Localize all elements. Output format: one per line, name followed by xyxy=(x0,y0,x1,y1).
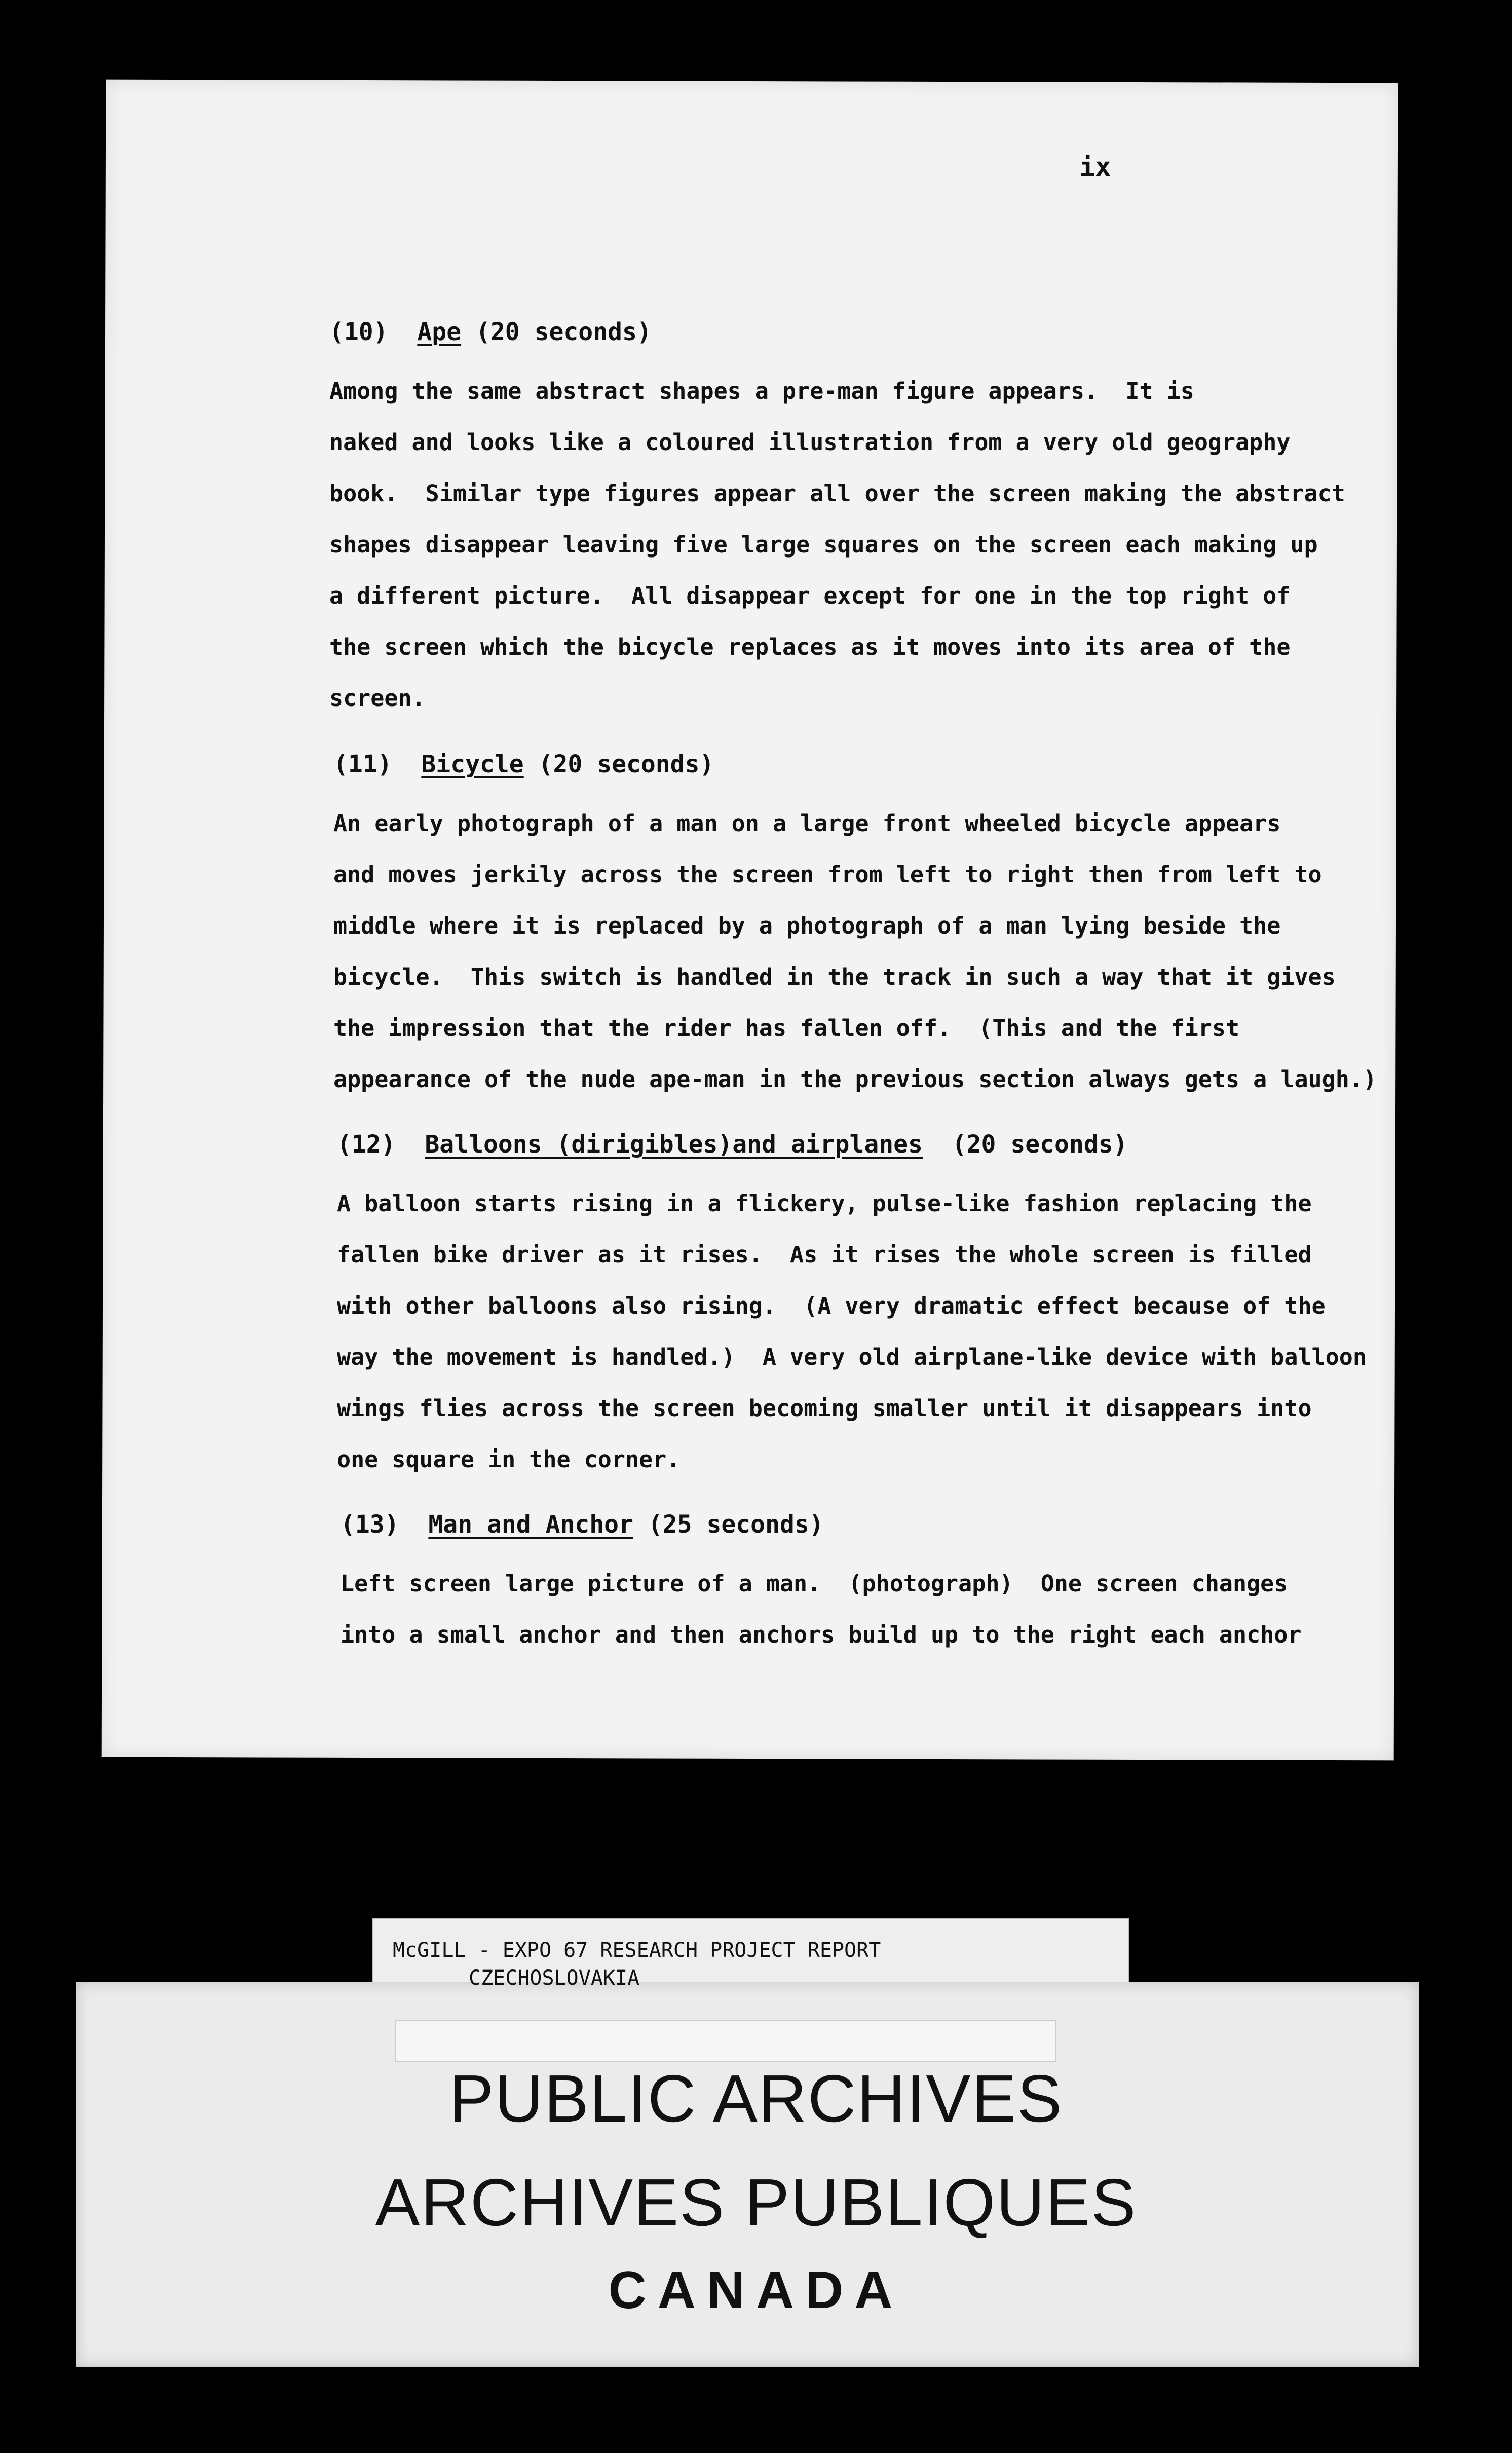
label-pocket xyxy=(395,2020,1056,2062)
section-duration: (25 seconds) xyxy=(648,1510,824,1539)
text-line: screen. xyxy=(329,685,426,712)
label-report-title: McGILL - EXPO 67 RESEARCH PROJECT REPORT xyxy=(393,1939,881,1962)
section-heading xyxy=(329,317,1383,347)
section-heading xyxy=(333,749,1387,779)
section-balloons xyxy=(337,1129,1391,1485)
text-line: Left screen large picture of a man. (photograph) One screen changes xyxy=(341,1570,1288,1597)
section-title: Bicycle xyxy=(421,750,524,778)
section-duration: (20 seconds) xyxy=(538,750,714,778)
text-line: and moves jerkily across the screen from left to right then from left to xyxy=(333,861,1322,888)
text-line: shapes disappear leaving five large squares on the screen each making up xyxy=(329,531,1318,558)
text-line: the impression that the rider has fallen off. (This and the first xyxy=(333,1015,1240,1042)
archive-title-fr: ARCHIVES PUBLIQUES xyxy=(375,2165,1137,2240)
section-number: (10) xyxy=(329,318,388,346)
section-title: Ape xyxy=(417,318,462,346)
section-number: (13) xyxy=(341,1510,399,1539)
archive-country: CANADA xyxy=(608,2261,904,2320)
text-line: An early photograph of a man on a large front wheeled bicycle appears xyxy=(333,810,1281,837)
text-line: wings flies across the screen becoming smaller until it disappears into xyxy=(337,1395,1312,1422)
text-line: middle where it is replaced by a photograph of a man lying beside the xyxy=(333,912,1281,939)
section-duration: (20 seconds) xyxy=(937,1130,1128,1159)
section-bicycle xyxy=(333,749,1387,1105)
section-man-and-anchor xyxy=(341,1509,1394,1660)
text-line: appearance of the nude ape-man in the previous section always gets a laugh.) xyxy=(333,1066,1377,1093)
text-line: fallen bike driver as it rises. As it rises the whole screen is filled xyxy=(337,1241,1312,1268)
section-heading xyxy=(341,1509,1394,1540)
text-line: bicycle. This switch is handled in the track in such a way that it gives xyxy=(333,963,1336,990)
text-line: A balloon starts rising in a flickery, pulse-like fashion replacing the xyxy=(337,1190,1312,1217)
text-line: into a small anchor and then anchors build up to the right each anchor xyxy=(341,1621,1302,1648)
text-line: a different picture. All disappear except for one in the top right of xyxy=(329,582,1291,609)
text-line: the screen which the bicycle replaces as it moves into its area of the xyxy=(329,634,1291,660)
section-number: (12) xyxy=(337,1130,396,1159)
section-heading xyxy=(337,1129,1391,1160)
text-line: one square in the corner. xyxy=(337,1446,681,1473)
section-title: Balloons (dirigibles)and airplanes xyxy=(425,1130,923,1159)
page-number: ix xyxy=(1079,152,1111,182)
text-line: way the movement is handled.) A very old airplane-like device with balloon xyxy=(337,1344,1367,1370)
section-title: Man and Anchor xyxy=(428,1510,633,1539)
text-line: book. Similar type figures appear all over the screen making the abstract xyxy=(329,480,1345,507)
text-line: naked and looks like a coloured illustration from a very old geography xyxy=(329,429,1291,456)
text-line: Among the same abstract shapes a pre-man figure appears. It is xyxy=(329,378,1194,404)
archive-title-en: PUBLIC ARCHIVES xyxy=(449,2061,1063,2136)
text-line: with other balloons also rising. (A very dramatic effect because of the xyxy=(337,1292,1326,1319)
label-country: CZECHOSLOVAKIA xyxy=(469,1966,640,1990)
section-duration: (20 seconds) xyxy=(476,318,652,346)
section-ape xyxy=(329,317,1383,724)
section-number: (11) xyxy=(333,750,392,778)
